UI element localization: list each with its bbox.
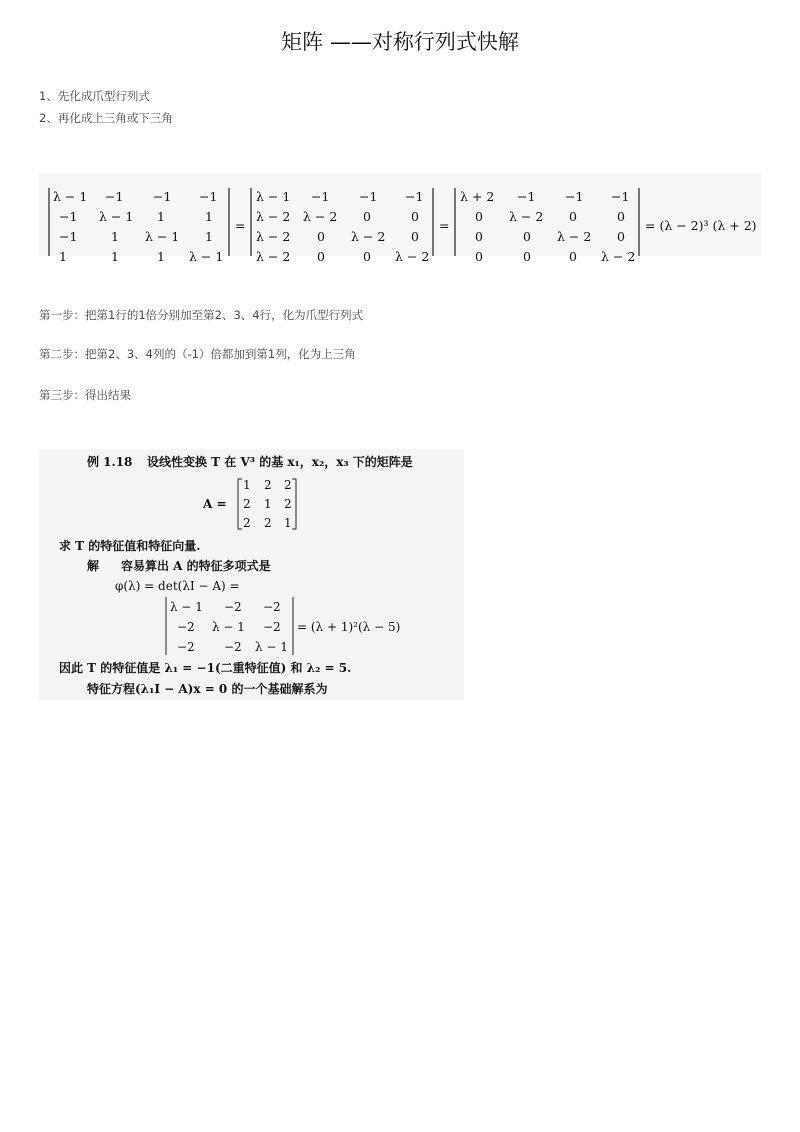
matrix-cell: 1 <box>205 209 213 224</box>
matrix-cell: 0 <box>523 249 531 264</box>
matrix-cell: λ − 2 <box>256 209 291 224</box>
matrix-cell: 1 <box>284 516 292 530</box>
matrix-a-right-bracket <box>292 479 296 529</box>
matrix-cell: λ − 1 <box>212 620 245 634</box>
last-line: 特征方程(λ₁I − A)x = 0 的一个基础解系为 <box>87 682 328 696</box>
matrix-cell: 2 <box>264 516 272 530</box>
step-1: 第一步：把第1行的1倍分别加至第2、3、4行，化为爪型行列式 <box>39 308 364 322</box>
textbook-svg <box>39 449 464 700</box>
matrix-cell: −1 <box>311 189 330 204</box>
matrix-a-left-bracket <box>238 479 242 529</box>
matrix-cell: 0 <box>411 229 419 244</box>
matrix-cell: 0 <box>317 249 325 264</box>
equals-sign: = <box>439 218 450 233</box>
example-label: 例 1.18 <box>87 455 133 469</box>
matrix-cell: λ + 2 <box>460 189 495 204</box>
matrix-cell: −2 <box>263 620 281 634</box>
matrix-cell: 0 <box>317 229 325 244</box>
matrix-cell: 0 <box>475 229 483 244</box>
intro-step-1: 1、先化成爪型行列式 <box>39 89 150 103</box>
matrix-cell: 2 <box>284 478 292 492</box>
matrix-cell: 0 <box>411 209 419 224</box>
task-text: 求 T 的特征值和特征向量. <box>59 539 201 553</box>
step-2: 第二步：把第2、3、4列的（-1）倍都加到第1列，化为上三角 <box>39 347 356 361</box>
matrix-cell: λ − 2 <box>256 229 291 244</box>
matrix-cell: −2 <box>224 640 242 654</box>
matrix-cell: −1 <box>199 189 218 204</box>
matrix-cell: 1 <box>111 229 119 244</box>
matrix-cell: λ − 1 <box>53 189 88 204</box>
matrix-cell: 2 <box>243 516 251 530</box>
matrix-cell: 0 <box>475 209 483 224</box>
matrix-cell: 0 <box>363 249 371 264</box>
eigen-line: 因此 T 的特征值是 λ₁ = −1(二重特征值) 和 λ₂ = 5. <box>59 661 352 675</box>
matrix-cell: −1 <box>59 209 78 224</box>
matrix-cell: −1 <box>153 189 172 204</box>
matrix-cell: 1 <box>59 249 67 264</box>
matrix-cell: −2 <box>263 600 281 614</box>
solution-text: 容易算出 A 的特征多项式是 <box>121 559 271 573</box>
matrix-cell: λ − 2 <box>395 249 430 264</box>
matrix-cell: λ − 1 <box>145 229 180 244</box>
matrix-cell: 1 <box>205 229 213 244</box>
matrix-cell: −2 <box>224 600 242 614</box>
matrix-cell: 0 <box>617 209 625 224</box>
matrix-cell: 2 <box>264 478 272 492</box>
matrix-cell: −1 <box>611 189 630 204</box>
matrix-cell: λ − 2 <box>557 229 592 244</box>
matrix-cell: 1 <box>157 249 165 264</box>
matrix-cell: λ − 2 <box>509 209 544 224</box>
matrix-cell: −1 <box>405 189 424 204</box>
matrix-cell: 1 <box>157 209 165 224</box>
matrix-cell: −1 <box>105 189 124 204</box>
matrix-cell: λ − 2 <box>256 249 291 264</box>
matrix-cell: 0 <box>617 229 625 244</box>
matrix-cell: 2 <box>243 497 251 511</box>
matrix-cell: 0 <box>569 209 577 224</box>
matrix-cell: 0 <box>363 209 371 224</box>
matrix-cell: −1 <box>359 189 378 204</box>
determinant-figure <box>39 174 761 264</box>
matrix-cell: λ − 1 <box>255 640 288 654</box>
page-title: 矩阵 ——对称行列式快解 <box>281 30 519 54</box>
matrix-cell: 0 <box>475 249 483 264</box>
matrix-cell: λ − 1 <box>99 209 134 224</box>
determinant-svg <box>39 174 761 264</box>
result-expression: = (λ − 2)³ (λ + 2) <box>645 218 757 233</box>
matrix-cell: −2 <box>177 620 195 634</box>
matrix-cell: λ − 1 <box>189 249 224 264</box>
matrix-a-label: A = <box>203 497 227 511</box>
matrix-cell: 1 <box>111 249 119 264</box>
matrix-cell: −2 <box>177 640 195 654</box>
matrix-cell: λ − 1 <box>170 600 203 614</box>
solution-label: 解 <box>87 559 100 573</box>
matrix-cell: −1 <box>517 189 536 204</box>
example-text: 设线性变换 T 在 V³ 的基 x₁，x₂，x₃ 下的矩阵是 <box>147 455 413 469</box>
phi-line: φ(λ) = det(λI − A) = <box>115 579 240 593</box>
matrix-cell: λ − 2 <box>303 209 338 224</box>
matrix-cell: 2 <box>284 497 292 511</box>
matrix-cell: λ − 2 <box>601 249 636 264</box>
matrix-cell: 0 <box>523 229 531 244</box>
matrix-cell: λ − 2 <box>351 229 386 244</box>
equals-sign: = <box>235 218 246 233</box>
matrix-cell: 1 <box>243 478 251 492</box>
step-3: 第三步：得出结果 <box>39 388 131 402</box>
matrix-cell: −1 <box>59 229 78 244</box>
textbook-example-figure <box>39 449 464 700</box>
matrix-cell: 0 <box>569 249 577 264</box>
matrix-cell: 1 <box>264 497 272 511</box>
det-result: = (λ + 1)²(λ − 5) <box>297 620 401 634</box>
intro-step-2: 2、再化成上三角或下三角 <box>39 111 173 125</box>
matrix-cell: λ − 1 <box>256 189 291 204</box>
matrix-cell: −1 <box>565 189 584 204</box>
